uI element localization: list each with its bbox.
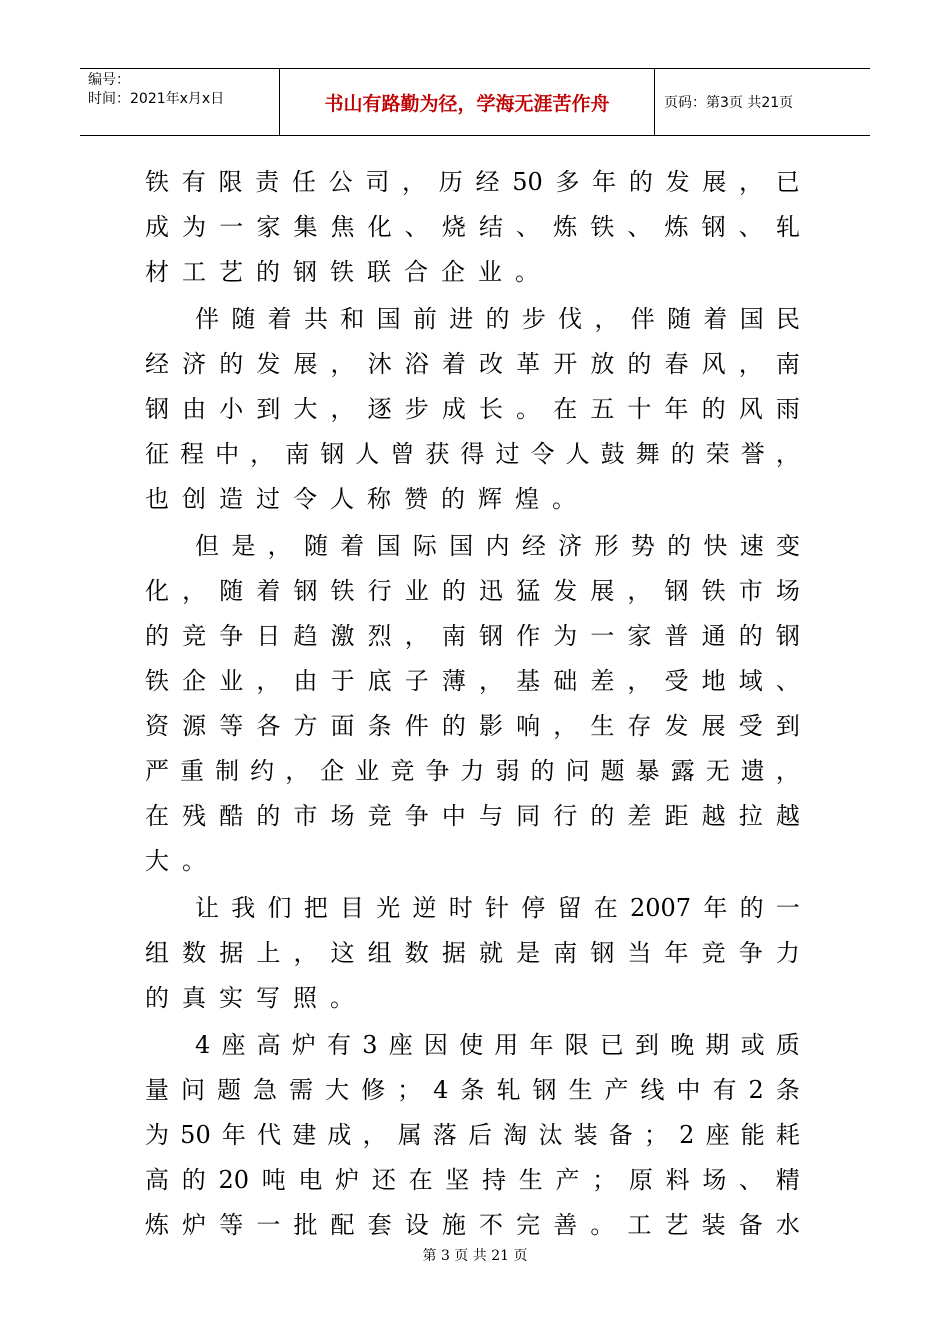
- text-line: 但 是 ， 随 着 国 际 国 内 经 济 形 势 的 快 速 变: [195, 532, 800, 560]
- text-line: 钢 由 小 到 大 ， 逐 步 成 长 。 在 五 十 年 的 风 雨: [145, 395, 800, 423]
- text-line: 高 的 20 吨 电 炉 还 在 坚 持 生 产 ； 原 料 场 、 精: [145, 1166, 800, 1194]
- text-line: 的 竞 争 日 趋 激 烈 ， 南 钢 作 为 一 家 普 通 的 钢: [145, 622, 800, 650]
- text-line: 资 源 等 各 方 面 条 件 的 影 响 ， 生 存 发 展 受 到: [145, 712, 800, 740]
- text-line: 让 我 们 把 目 光 逆 时 针 停 留 在 2007 年 的 一: [195, 894, 800, 922]
- page-header: [80, 68, 870, 136]
- text-line: 量 问 题 急 需 大 修 ； 4 条 轧 钢 生 产 线 中 有 2 条: [145, 1076, 800, 1104]
- text-line: 伴 随 着 共 和 国 前 进 的 步 伐 ， 伴 随 着 国 民: [195, 305, 800, 333]
- text-line: 成 为 一 家 集 焦 化 、 烧 结 、 炼 铁 、 炼 钢 、 轧: [145, 213, 800, 241]
- text-line: 的真实写照。: [145, 984, 367, 1012]
- paragraph: [145, 297, 800, 522]
- text-line: 铁 有 限 责 任 公 司 ， 历 经 50 多 年 的 发 展 ， 已: [145, 168, 800, 196]
- page-footer: 第 3 页 共 21 页: [422, 1248, 528, 1264]
- document-body: [145, 160, 800, 1250]
- text-line: 组 数 据 上 ， 这 组 数 据 就 是 南 钢 当 年 竞 争 力: [145, 939, 800, 967]
- text-line: 4 座 高 炉 有 3 座 因 使 用 年 限 已 到 晚 期 或 质: [195, 1031, 800, 1059]
- text-line: 也创造过令人称赞的辉煌。: [145, 485, 589, 513]
- text-line: 征 程 中 ， 南 钢 人 曾 获 得 过 令 人 鼓 舞 的 荣 誉 ，: [145, 440, 800, 468]
- paragraph: [145, 524, 800, 884]
- text-line: 炼 炉 等 一 批 配 套 设 施 不 完 善 。 工 艺 装 备 水: [145, 1211, 800, 1239]
- header-motto: 书山有路勤为径，学海无涯苦作舟: [280, 69, 655, 135]
- document-number-label: 编号：: [88, 72, 130, 88]
- text-line: 材工艺的钢铁联合企业。: [145, 258, 552, 286]
- text-line: 为 50 年 代 建 成 ， 属 落 后 淘 汰 装 备 ； 2 座 能 耗: [145, 1121, 800, 1149]
- paragraph: [145, 886, 800, 1021]
- text-line: 铁 企 业 ， 由 于 底 子 薄 ， 基 础 差 ， 受 地 域 、: [145, 667, 800, 695]
- header-page-info: 页码：第3页 共21页: [664, 95, 794, 111]
- header-meta: [80, 69, 280, 135]
- paragraph: [145, 160, 800, 295]
- text-line: 大。: [145, 847, 219, 875]
- text-line: 严 重 制 约 ， 企 业 竞 争 力 弱 的 问 题 暴 露 无 遗 ，: [145, 757, 800, 785]
- document-time-label: 时间：2021年x月x日: [88, 91, 225, 107]
- paragraph: [145, 1023, 800, 1248]
- text-line: 经 济 的 发 展 ， 沐 浴 着 改 革 开 放 的 春 风 ， 南: [145, 350, 800, 378]
- text-line: 化 ， 随 着 钢 铁 行 业 的 迅 猛 发 展 ， 钢 铁 市 场: [145, 577, 800, 605]
- text-line: 在 残 酷 的 市 场 竞 争 中 与 同 行 的 差 距 越 拉 越: [145, 802, 800, 830]
